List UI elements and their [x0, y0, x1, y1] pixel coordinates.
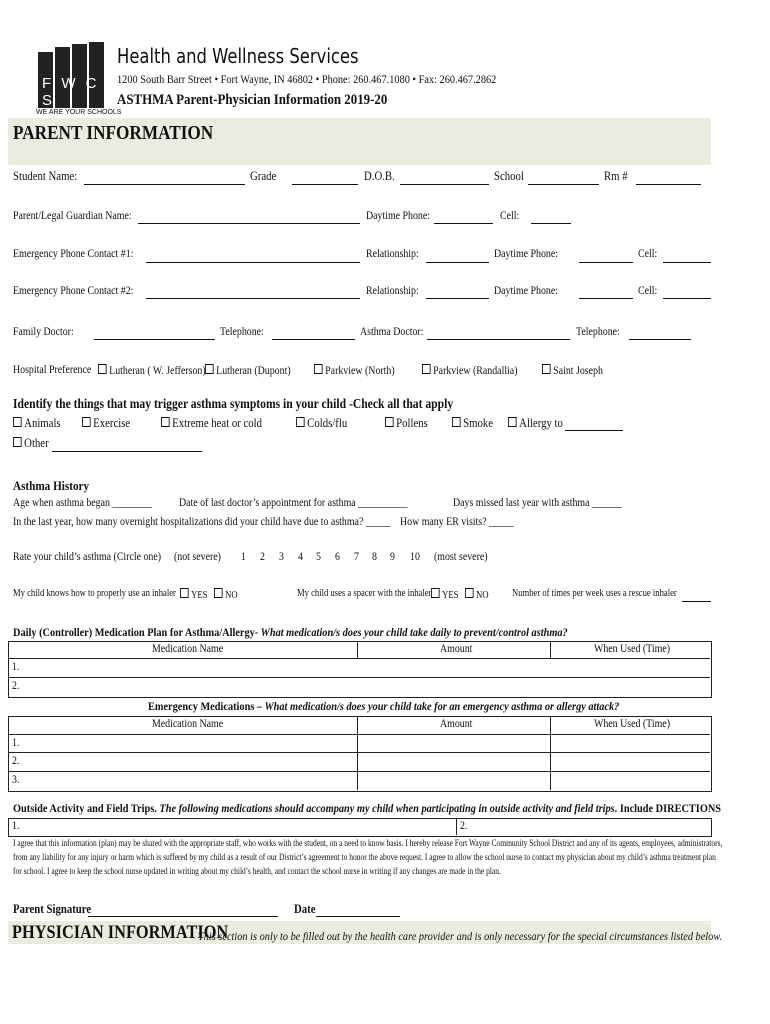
parent-info-heading: PARENT INFORMATION	[13, 122, 214, 144]
checkbox-icon[interactable]	[465, 588, 474, 598]
emergency-row-3[interactable]: 3.	[12, 774, 20, 786]
emergency1-relationship-label: Relationship:	[366, 248, 419, 260]
daily-row-1[interactable]: 1.	[12, 661, 20, 673]
emergency-row-1[interactable]: 1.	[12, 737, 20, 749]
daily-col-medication: Medication Name	[152, 643, 224, 655]
last-appointment: Date of last doctor’s appointment for asthma __________	[179, 497, 408, 509]
date-field[interactable]	[316, 916, 400, 917]
hospitalizations: In the last year, how many overnight hospitalizations did your child have due to asthma? _____	[13, 516, 391, 528]
form-title: ASTHMA Parent-Physician Information 2019-20	[117, 92, 388, 108]
checkbox-icon[interactable]	[296, 417, 305, 427]
trigger-allergy[interactable]	[508, 416, 563, 431]
er-visits: How many ER visits? _____	[400, 516, 514, 528]
outside-heading-bold: Outside Activity and Field Trips.	[13, 801, 157, 815]
student-name-label: Student Name:	[13, 169, 78, 183]
asthma-doctor-field[interactable]	[427, 339, 570, 340]
family-doctor-telephone-label: Telephone:	[220, 326, 264, 338]
checkbox-icon[interactable]	[161, 417, 170, 427]
history-heading: Asthma History	[13, 478, 90, 493]
emergency1-label: Emergency Phone Contact #1:	[13, 248, 134, 260]
hospital-option-label: Parkview (North)	[325, 365, 395, 377]
asthma-doctor-telephone-field[interactable]	[629, 339, 691, 340]
emergency-col-when: When Used (Time)	[594, 718, 671, 730]
checkbox-icon[interactable]	[214, 588, 223, 598]
emergency2-relationship-field[interactable]	[426, 298, 489, 299]
emergency1-cell-field[interactable]	[663, 262, 711, 263]
severity-option-8[interactable]: 8	[372, 551, 377, 563]
emergency-col-medication: Medication Name	[152, 718, 224, 730]
consent-line-1: I agree that this information (plan) may be shared with the appropriate staff, who works with the student, on a need to know basis. I hereby release Fort Wayne Community School District and any of its agents, employees, administrators,	[13, 839, 723, 849]
family-doctor-label: Family Doctor:	[13, 326, 74, 338]
severity-option-6[interactable]: 6	[335, 551, 340, 563]
checkbox-icon[interactable]	[542, 364, 551, 374]
checkbox-icon[interactable]	[180, 588, 189, 598]
emergency-row-divider-3	[8, 771, 710, 772]
physician-note: This section is only to be filled out by the health care provider and is only necessary for the special circumstances listed below.	[198, 929, 723, 943]
consent-line-2: from any liability for any injury or harm which is suffered by my child as a result of our District’s agreement to honor the above request. I agree to allow the school nurse to contact my physician about my child’s asthma treatment plan	[13, 853, 716, 863]
spacer-no[interactable]	[465, 588, 489, 601]
checkbox-icon[interactable]	[13, 417, 22, 427]
asthma-doctor-label: Asthma Doctor:	[360, 326, 424, 338]
trigger-label: Smoke	[463, 416, 494, 430]
guardian-cell-field[interactable]	[531, 223, 571, 224]
emergency2-field[interactable]	[146, 298, 360, 299]
yes-label: YES	[191, 590, 208, 601]
trigger-label: Exercise	[93, 416, 131, 430]
inhaler-label: My child knows how to properly use an inhaler	[13, 588, 176, 599]
parent-signature-field[interactable]	[88, 916, 278, 917]
most-severe-label: (most severe)	[434, 551, 488, 563]
checkbox-icon[interactable]	[98, 364, 107, 374]
emergency1-relationship-field[interactable]	[426, 262, 489, 263]
trigger-label: Allergy to	[519, 416, 563, 430]
rescue-field[interactable]	[682, 601, 711, 602]
trigger-label: Animals	[24, 416, 61, 430]
student-name-field[interactable]	[84, 184, 245, 185]
org-title: Health and Wellness Services	[117, 44, 359, 68]
checkbox-icon[interactable]	[82, 417, 91, 427]
severity-option-5[interactable]: 5	[316, 551, 321, 563]
severity-option-3[interactable]: 3	[279, 551, 284, 563]
school-field[interactable]	[528, 184, 599, 185]
checkbox-icon[interactable]	[431, 588, 440, 598]
checkbox-icon[interactable]	[508, 417, 517, 427]
severity-option-10[interactable]: 10	[410, 551, 420, 563]
yes-label: YES	[442, 590, 459, 601]
outside-heading	[13, 801, 721, 816]
inhaler-no[interactable]	[214, 588, 238, 601]
emergency-row-divider-2	[8, 752, 710, 753]
daily-col-when: When Used (Time)	[594, 643, 671, 655]
severity-option-4[interactable]: 4	[298, 551, 303, 563]
emergency1-daytime-label: Daytime Phone:	[494, 248, 559, 260]
rm-label: Rm #	[604, 169, 628, 183]
spacer-yes[interactable]	[431, 588, 458, 601]
triggers-heading: Identify the things that may trigger asthma symptoms in your child -Check all that apply	[13, 396, 454, 411]
guardian-field[interactable]	[138, 223, 360, 224]
emergency1-daytime-field[interactable]	[579, 262, 633, 263]
rate-label: Rate your child’s asthma (Circle one)	[13, 551, 162, 563]
emergency2-label: Emergency Phone Contact #2:	[13, 285, 134, 297]
checkbox-icon[interactable]	[314, 364, 323, 374]
emergency-row-2[interactable]: 2.	[12, 755, 20, 767]
trigger-smoke[interactable]	[452, 416, 493, 431]
daily-med-heading-italic: - What medication/s does your child take daily to prevent/control asthma?	[254, 625, 568, 639]
asthma-doctor-telephone-label: Telephone:	[576, 326, 620, 338]
hospital-option-parkview-north[interactable]	[314, 364, 395, 377]
emergency2-cell-field[interactable]	[663, 298, 711, 299]
outside-heading-end: . Include DIRECTIONS	[614, 801, 722, 815]
outside-cell-1[interactable]: 1.	[12, 820, 20, 832]
days-missed: Days missed last year with asthma ______	[453, 497, 622, 509]
daily-row-divider-2	[8, 677, 710, 678]
guardian-label: Parent/Legal Guardian Name:	[13, 210, 132, 222]
trigger-label: Other	[24, 436, 49, 450]
hospital-label: Hospital Preference	[13, 364, 92, 376]
checkbox-icon[interactable]	[422, 364, 431, 374]
hospital-option-label: Saint Joseph	[553, 365, 603, 377]
dob-field[interactable]	[400, 184, 489, 185]
spacer-label: My child uses a spacer with the inhaler	[297, 588, 432, 599]
fwcs-logo	[36, 42, 122, 118]
daily-med-heading-bold: Daily (Controller) Medication Plan for Asthma/Allergy	[13, 625, 255, 639]
trigger-label: Pollens	[396, 416, 428, 430]
outside-table	[8, 818, 712, 837]
hospital-option-label: Lutheran (Dupont)	[216, 365, 291, 377]
emergency-med-heading	[148, 699, 619, 714]
guardian-daytime-label: Daytime Phone:	[366, 210, 431, 222]
emergency1-cell-label: Cell:	[638, 248, 658, 260]
severity-option-1[interactable]: 1	[241, 551, 246, 563]
trigger-pollens[interactable]	[385, 416, 428, 431]
daily-col-divider-2	[550, 641, 551, 658]
severity-option-2[interactable]: 2	[260, 551, 265, 563]
emergency-col-amount: Amount	[440, 718, 473, 730]
checkbox-icon[interactable]	[385, 417, 394, 427]
logo-letters: F W C S	[42, 75, 100, 109]
outside-cell-2[interactable]: 2.	[460, 820, 468, 832]
school-label: School	[494, 169, 524, 183]
hospital-option-lutheran-jefferson[interactable]	[98, 364, 206, 377]
grade-field[interactable]	[292, 184, 358, 185]
emergency2-cell-label: Cell:	[638, 285, 658, 297]
emergency-col-divider-2	[550, 716, 551, 790]
emergency-med-heading-italic: – What medication/s does your child take for an emergency asthma or allergy attack?	[254, 699, 620, 713]
other-trigger-field[interactable]	[52, 451, 202, 452]
trigger-label: Extreme heat or cold	[172, 416, 263, 430]
logo-tagline: WE ARE YOUR SCHOOLS	[36, 109, 122, 116]
trigger-colds-flu[interactable]	[296, 416, 347, 431]
rescue-label: Number of times per week uses a rescue inhaler	[512, 588, 677, 599]
family-doctor-telephone-field[interactable]	[272, 339, 355, 340]
guardian-daytime-field[interactable]	[434, 223, 493, 224]
checkbox-icon[interactable]	[205, 364, 214, 374]
emergency1-field[interactable]	[146, 262, 360, 263]
hospital-option-label: Parkview (Randallia)	[433, 365, 518, 377]
daily-col-divider-1	[357, 641, 358, 658]
grade-label: Grade	[250, 169, 277, 183]
consent-line-3: for school. I agree to keep the school nurse updated in writing about my child’s health, and contact the school nurse in writing if any changes are made in the plan.	[13, 867, 501, 877]
trigger-heat-cold[interactable]	[161, 416, 262, 431]
inhaler-yes[interactable]	[180, 588, 207, 601]
outside-col-divider	[456, 818, 457, 835]
checkbox-icon[interactable]	[13, 437, 22, 447]
date-label: Date	[294, 902, 316, 916]
age-began: Age when asthma began ________	[13, 497, 152, 509]
hospital-option-lutheran-dupont[interactable]	[205, 364, 291, 377]
parent-signature-label: Parent Signature	[13, 902, 92, 916]
trigger-animals[interactable]	[13, 416, 61, 431]
emergency-col-divider-1	[357, 716, 358, 790]
daily-row-divider-1	[8, 658, 710, 659]
family-doctor-field[interactable]	[94, 339, 215, 340]
hospital-option-parkview-randallia[interactable]	[422, 364, 518, 377]
trigger-other[interactable]	[13, 436, 49, 451]
hospital-option-saint-joseph[interactable]	[542, 364, 603, 377]
severity-option-7[interactable]: 7	[354, 551, 359, 563]
emergency-row-divider-1	[8, 734, 710, 735]
emergency2-daytime-label: Daytime Phone:	[494, 285, 559, 297]
org-address: 1200 South Barr Street • Fort Wayne, IN 46802 • Phone: 260.467.1080 • Fax: 260.467.2862	[117, 72, 497, 86]
outside-heading-italic: The following medications should accompany my child when participating in outside activity and field trips	[156, 801, 615, 815]
checkbox-icon[interactable]	[452, 417, 461, 427]
trigger-exercise[interactable]	[82, 416, 130, 431]
rm-field[interactable]	[636, 184, 701, 185]
allergy-to-field[interactable]	[565, 430, 623, 431]
emergency-med-heading-bold: Emergency Medications	[148, 699, 255, 713]
daily-med-heading	[13, 625, 568, 640]
hospital-option-label: Lutheran ( W. Jefferson)	[109, 365, 206, 377]
trigger-label: Colds/flu	[307, 416, 348, 430]
not-severe-label: (not severe)	[174, 551, 221, 563]
severity-option-9[interactable]: 9	[390, 551, 395, 563]
no-label: NO	[476, 590, 489, 601]
physician-heading: PHYSICIAN INFORMATION	[12, 922, 229, 943]
emergency2-relationship-label: Relationship:	[366, 285, 419, 297]
emergency2-daytime-field[interactable]	[579, 298, 633, 299]
no-label: NO	[225, 590, 238, 601]
daily-row-2[interactable]: 2.	[12, 680, 20, 692]
dob-label: D.O.B.	[364, 169, 395, 183]
daily-col-amount: Amount	[440, 643, 473, 655]
guardian-cell-label: Cell:	[500, 210, 520, 222]
